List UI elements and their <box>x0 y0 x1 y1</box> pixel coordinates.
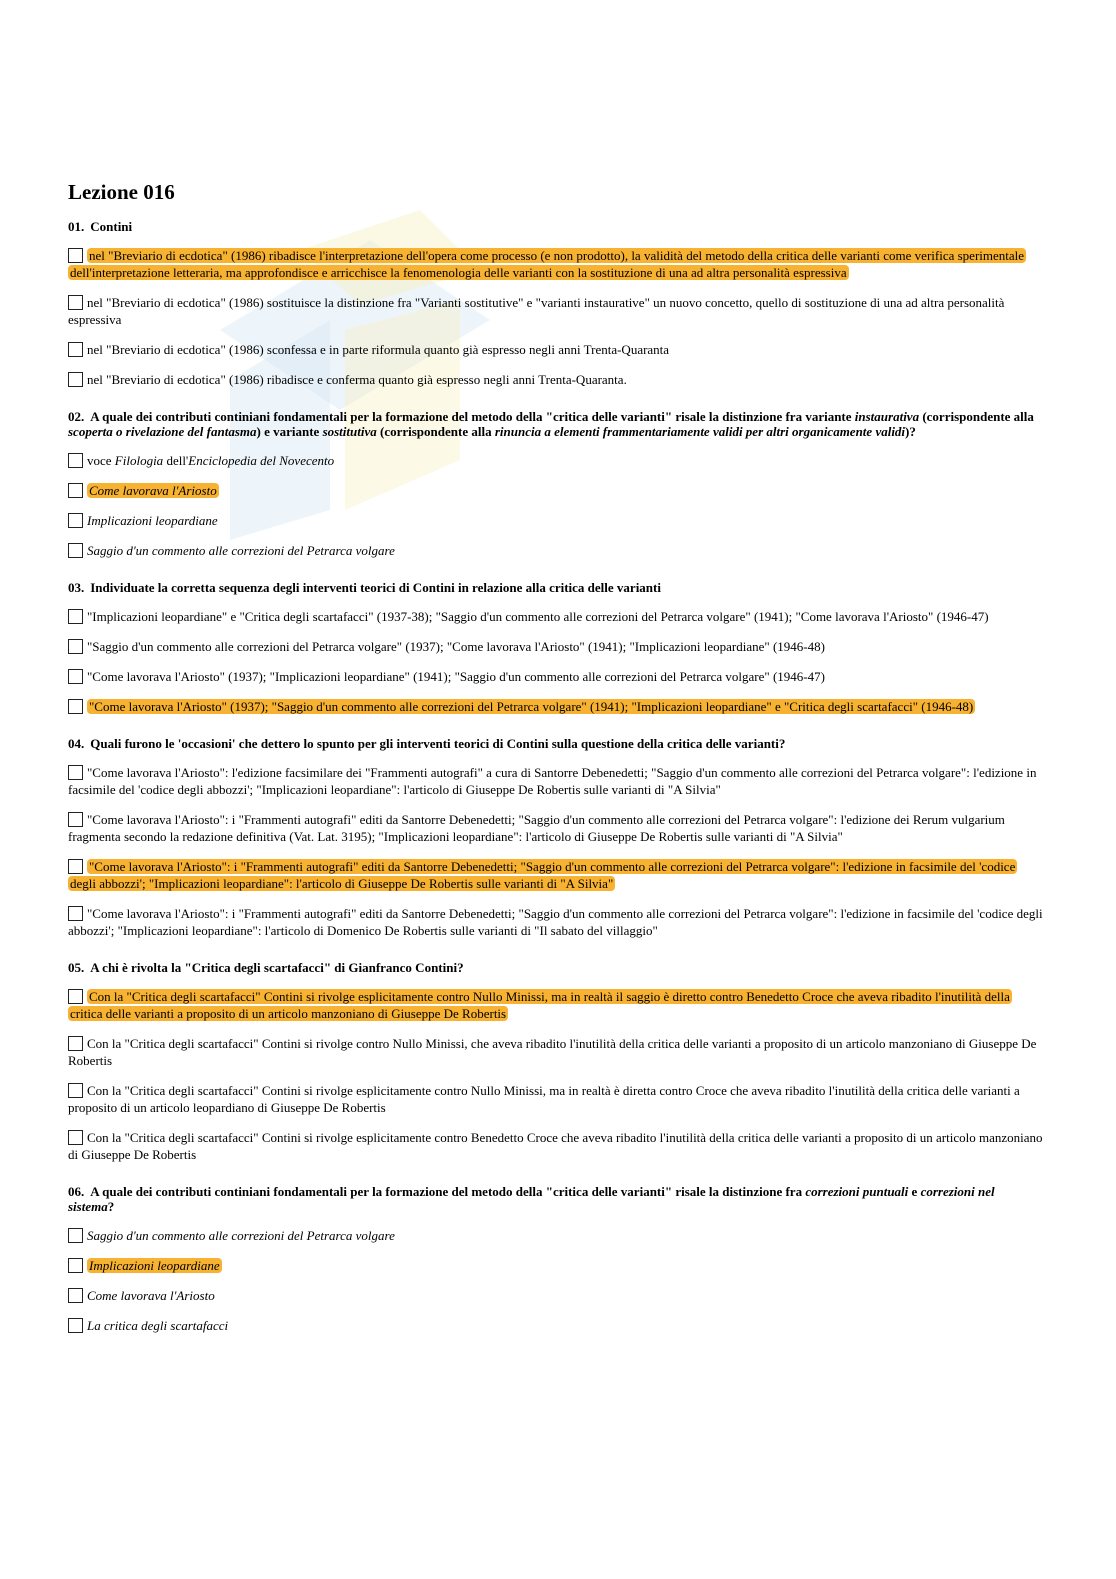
answer-option <box>68 1082 1043 1116</box>
answer-option <box>68 294 1043 328</box>
text-segment: "Come lavorava l'Ariosto": i "Frammenti autografi" editi da Santorre Debenedetti; "Saggio d'un commento alle correzioni del Petrarca volgare": l'edizione dei Rerum vulgarium fragmenta secondo la redazione definitiva (Vat. Lat. 3195); "Implicazioni leopardiane": l'articolo di Giuseppe De Robertis sulle varianti di "A Silvia" <box>68 812 1005 844</box>
answer-text <box>68 1036 1036 1068</box>
answer-option-highlighted <box>68 482 1043 499</box>
answer-checkbox[interactable] <box>68 248 83 263</box>
answer-option <box>68 371 1043 388</box>
answer-checkbox[interactable] <box>68 342 83 357</box>
question-number: 04. <box>68 736 85 751</box>
question-block <box>68 960 1043 1163</box>
answer-option <box>68 608 1043 625</box>
answer-text <box>87 453 334 468</box>
question-text <box>68 580 1043 595</box>
answer-text <box>87 543 395 558</box>
answer-checkbox[interactable] <box>68 906 83 921</box>
question-block <box>68 219 1043 388</box>
answer-checkbox[interactable] <box>68 1258 83 1273</box>
answer-option <box>68 1227 1043 1244</box>
question-block <box>68 1184 1043 1334</box>
question-number: 01. <box>68 219 85 234</box>
answer-text <box>87 1288 215 1303</box>
question-text <box>68 219 1043 234</box>
page-title: Lezione 016 <box>68 180 175 204</box>
text-segment: A quale dei contributi continiani fondamentali per la formazione del metodo della "critica delle varianti" risale la distinzione fra <box>90 1184 806 1199</box>
answer-text <box>68 1083 1020 1115</box>
italic-text: Filologia <box>114 453 164 468</box>
text-segment: Con la "Critica degli scartafacci" Contini si rivolge esplicitamente contro Nullo Minissi, ma in realtà il saggio è diretto contro Benedetto Croce che aveva ribadito l'inutilità della critica delle varianti a proposito di un articolo manzoniano di Giuseppe De Robertis <box>70 989 1010 1021</box>
italic-text: sostitutiva <box>322 424 377 439</box>
italic-text: Come lavorava l'Ariosto <box>89 483 217 498</box>
italic-text: La critica degli scartafacci <box>87 1318 229 1333</box>
answer-checkbox[interactable] <box>68 989 83 1004</box>
text-segment: A quale dei contributi continiani fondamentali per la formazione del metodo della "critica delle varianti" risale la distinzione fra variante <box>90 409 855 424</box>
question-block <box>68 736 1043 939</box>
answer-text <box>87 342 669 357</box>
text-segment: Individuate la corretta sequenza degli interventi teorici di Contini in relazione alla critica delle varianti <box>90 580 661 595</box>
text-segment: "Saggio d'un commento alle correzioni del Petrarca volgare" (1937); "Come lavorava l'Ariosto" (1941); "Implicazioni leopardiane" (1946-48) <box>87 639 825 654</box>
text-segment: ) e variante <box>256 424 323 439</box>
text-segment: e <box>908 1184 921 1199</box>
answer-text <box>87 609 989 624</box>
answer-checkbox[interactable] <box>68 812 83 827</box>
answer-checkbox[interactable] <box>68 1228 83 1243</box>
answer-checkbox[interactable] <box>68 543 83 558</box>
answer-option <box>68 668 1043 685</box>
answer-text <box>68 295 1004 327</box>
document-page <box>68 180 1043 1355</box>
text-segment: nel "Breviario di ecdotica" (1986) sconfessa e in parte riformula quanto già espresso negli anni Trenta-Quaranta <box>87 342 670 357</box>
text-segment: Contini <box>90 219 133 234</box>
answer-text <box>68 859 1017 891</box>
answer-option <box>68 1035 1043 1069</box>
answer-text <box>68 812 1005 844</box>
answer-checkbox[interactable] <box>68 639 83 654</box>
answer-text <box>68 765 1036 797</box>
answer-checkbox[interactable] <box>68 513 83 528</box>
italic-text: Saggio d'un commento alle correzioni del Petrarca volgare <box>87 543 395 558</box>
answer-checkbox[interactable] <box>68 699 83 714</box>
italic-text: Come lavorava l'Ariosto <box>87 1288 215 1303</box>
text-segment: "Come lavorava l'Ariosto": i "Frammenti autografi" editi da Santorre Debenedetti; "Saggio d'un commento alle correzioni del Petrarca volgare": l'edizione in facsimile del 'codice degli abbozzi'; "Implicazioni leopardiane": l'articolo di Domenico De Robertis sulle varianti di "Il sabato del villaggio" <box>68 906 1043 938</box>
answer-text <box>87 1258 222 1273</box>
answer-option <box>68 811 1043 845</box>
answer-checkbox[interactable] <box>68 1036 83 1051</box>
italic-text: Saggio d'un commento alle correzioni del Petrarca volgare <box>87 1228 395 1243</box>
answer-text <box>68 989 1012 1021</box>
question-text <box>68 736 1043 751</box>
question-block <box>68 580 1043 715</box>
text-segment: Con la "Critica degli scartafacci" Contini si rivolge contro Nullo Minissi, che aveva ribadito l'inutilità della critica delle varianti a proposito di un articolo manzoniano di Giuseppe De Robertis <box>68 1036 1037 1068</box>
answer-checkbox[interactable] <box>68 1318 83 1333</box>
text-segment: "Come lavorava l'Ariosto": i "Frammenti autografi" editi da Santorre Debenedetti; "Saggio d'un commento alle correzioni del Petrarca volgare": l'edizione in facsimile del 'codice degli abbozzi'; "Implicazioni leopardiane": l'articolo di Giuseppe De Robertis sulle varianti di "A Silvia" <box>70 859 1016 891</box>
answer-option-highlighted <box>68 698 1043 715</box>
answer-option <box>68 1317 1043 1334</box>
text-segment: dell' <box>163 453 189 468</box>
answer-option <box>68 452 1043 469</box>
answer-text <box>87 639 825 654</box>
answer-text <box>68 248 1026 280</box>
question-block <box>68 409 1043 559</box>
answer-checkbox[interactable] <box>68 1130 83 1145</box>
answer-text <box>68 1130 1043 1162</box>
answer-text <box>68 906 1043 938</box>
italic-text: scoperta o rivelazione del fantasma <box>68 424 257 439</box>
text-segment: "Implicazioni leopardiane" e "Critica degli scartafacci" (1937-38); "Saggio d'un commento alle correzioni del Petrarca volgare" (1941); "Come lavorava l'Ariosto" (1946-47) <box>87 609 989 624</box>
answer-checkbox[interactable] <box>68 609 83 624</box>
answer-text <box>87 669 825 684</box>
question-text <box>68 1184 1043 1214</box>
italic-text: Enciclopedia del Novecento <box>188 453 335 468</box>
answer-option-highlighted <box>68 858 1043 892</box>
text-segment: ? <box>107 1199 115 1214</box>
answer-text <box>87 372 627 387</box>
text-segment: )? <box>905 424 916 439</box>
text-segment: nel "Breviario di ecdotica" (1986) sostituisce la distinzione fra "Varianti sostitutive" e "varianti instaurative" un nuovo concetto, quello di sostituzione di una ad altra personalità espressiva <box>68 295 1005 327</box>
answer-option <box>68 638 1043 655</box>
answer-option <box>68 905 1043 939</box>
italic-text: instaurativa <box>854 409 920 424</box>
italic-text: correzioni nel sistema <box>68 1184 995 1214</box>
question-number: 06. <box>68 1184 85 1199</box>
answer-checkbox[interactable] <box>68 765 83 780</box>
text-segment: Con la "Critica degli scartafacci" Contini si rivolge esplicitamente contro Benedetto Croce che aveva ribadito l'inutilità della critica delle varianti a proposito di un articolo manzoniano di Giuseppe De Robertis <box>68 1130 1043 1162</box>
answer-text <box>87 699 975 714</box>
answer-option <box>68 1287 1043 1304</box>
question-text <box>68 409 1043 439</box>
text-segment: nel "Breviario di ecdotica" (1986) ribadisce l'interpretazione dell'opera come processo (e non prodotto), la validità del metodo della critica delle varianti come verifica sperimentale dell'interpretazione letteraria, ma approfondisce e arricchisce la fenomenologia delle varianti con la sostituzione di una ad altra personalità espressiva <box>70 248 1025 280</box>
text-segment: nel "Breviario di ecdotica" (1986) ribadisce e conferma quanto già espresso negli anni Trenta-Quaranta. <box>87 372 627 387</box>
answer-option <box>68 542 1043 559</box>
answer-checkbox[interactable] <box>68 372 83 387</box>
text-segment: Quali furono le 'occasioni' che dettero lo spunto per gli interventi teorici di Contini sulla questione della critica delle varianti? <box>90 736 786 751</box>
answer-text <box>87 513 218 528</box>
text-segment: voce <box>87 453 115 468</box>
text-segment: "Come lavorava l'Ariosto" (1937); "Implicazioni leopardiane" (1941); "Saggio d'un commento alle correzioni del Petrarca volgare" (1946-47) <box>87 669 825 684</box>
answer-option-highlighted <box>68 1257 1043 1274</box>
answer-checkbox[interactable] <box>68 483 83 498</box>
italic-text: correzioni puntuali <box>805 1184 909 1199</box>
text-segment: (corrispondente alla <box>376 424 495 439</box>
question-number: 02. <box>68 409 85 424</box>
answer-text <box>87 1318 228 1333</box>
answer-checkbox[interactable] <box>68 295 83 310</box>
answer-option <box>68 764 1043 798</box>
answer-option-highlighted <box>68 247 1043 281</box>
text-segment: (corrispondente alla <box>919 409 1034 424</box>
answer-checkbox[interactable] <box>68 1288 83 1303</box>
question-number: 05. <box>68 960 85 975</box>
text-segment: "Come lavorava l'Ariosto" (1937); "Saggio d'un commento alle correzioni del Petrarca volgare" (1941); "Implicazioni leopardiane" e "Critica degli scartafacci" (1946-48) <box>89 699 974 714</box>
text-segment: Con la "Critica degli scartafacci" Contini si rivolge esplicitamente contro Nullo Minissi, ma in realtà è diretta contro Croce che aveva ribadito l'inutilità della critica delle varianti a proposito di un articolo leopardiano di Giuseppe De Robertis <box>68 1083 1020 1115</box>
answer-checkbox[interactable] <box>68 453 83 468</box>
answer-checkbox[interactable] <box>68 859 83 874</box>
answer-option <box>68 341 1043 358</box>
answer-option-highlighted <box>68 988 1043 1022</box>
question-list <box>68 219 1043 1334</box>
question-number: 03. <box>68 580 85 595</box>
text-segment: "Come lavorava l'Ariosto": l'edizione facsimilare dei "Frammenti autografi" a cura di Santorre Debenedetti; "Saggio d'un commento alle correzioni del Petrarca volgare": l'edizione in facsimile del 'codice degli abbozzi'; "Implicazioni leopardiane": l'articolo di Giuseppe De Robertis sulle varianti di "A Silvia" <box>68 765 1037 797</box>
italic-text: Implicazioni leopardiane <box>87 513 218 528</box>
answer-text <box>87 483 219 498</box>
question-text <box>68 960 1043 975</box>
answer-text <box>87 1228 395 1243</box>
answer-option <box>68 1129 1043 1163</box>
answer-checkbox[interactable] <box>68 1083 83 1098</box>
text-segment: A chi è rivolta la "Critica degli scartafacci" di Gianfranco Contini? <box>90 960 464 975</box>
answer-checkbox[interactable] <box>68 669 83 684</box>
answer-option <box>68 512 1043 529</box>
italic-text: Implicazioni leopardiane <box>89 1258 220 1273</box>
italic-text: rinuncia a elementi frammentariamente validi per altri organicamente validi <box>494 424 906 439</box>
